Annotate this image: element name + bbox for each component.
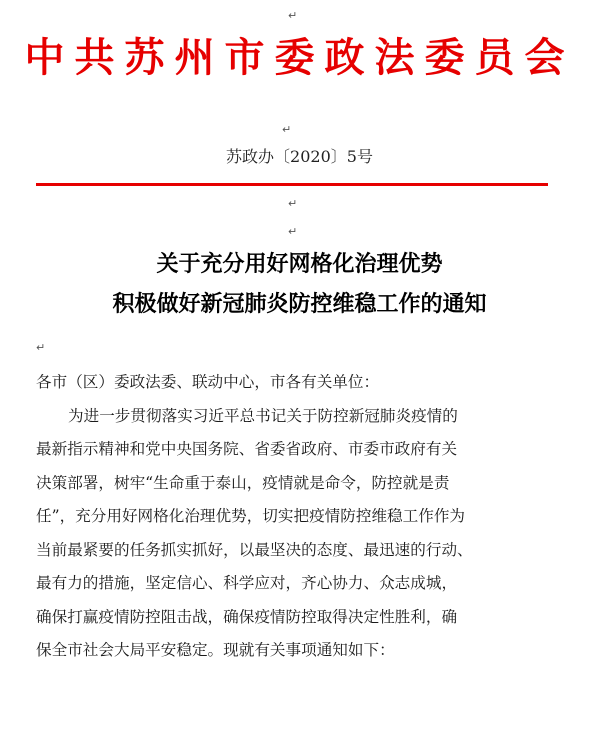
notice-title-line-1: 关于充分用好网格化治理优势 [156,252,443,277]
paragraph-mark: ↵ [288,225,298,238]
salutation: 各市（区）委政法委、联动中心，市各有关单位： [36,373,380,391]
body-line: 最有力的措施，坚定信心、科学应对，齐心协力、众志成城， [36,574,458,592]
notice-title-line-2: 积极做好新冠肺炎防控维稳工作的通知 [112,292,487,317]
body-line: 决策部署，树牢“生命重于泰山，疫情就是命令，防控就是责 [36,474,450,492]
body-line: 最新指示精神和党中央国务院、省委省政府、市委市政府有关 [36,440,458,458]
paragraph-mark: ↵ [282,123,292,136]
body-line: 保全市社会大局平安稳定。现就有关事项通知如下： [36,641,395,659]
org-title: 中共苏州市委政法委员会 [24,35,575,81]
body-line: 为进一步贯彻落实习近平总书记关于防控新冠肺炎疫情的 [68,407,458,425]
paragraph-mark: ↵ [36,341,46,354]
body-line: 当前最紧要的任务抓实抓好，以最坚决的态度、最迅速的行动、 [36,541,473,559]
paragraph-mark: ↵ [288,197,298,210]
body-line: 任”，充分用好网格化治理优势，切实把疫情防控维稳工作作为 [36,507,466,525]
body-line: 确保打赢疫情防控阻击战，确保疫情防控取得决定性胜利，确 [36,608,458,626]
document-number: 苏政办〔2020〕5号 [226,147,373,166]
paragraph-mark: ↵ [288,9,298,22]
red-divider-line [36,183,548,186]
